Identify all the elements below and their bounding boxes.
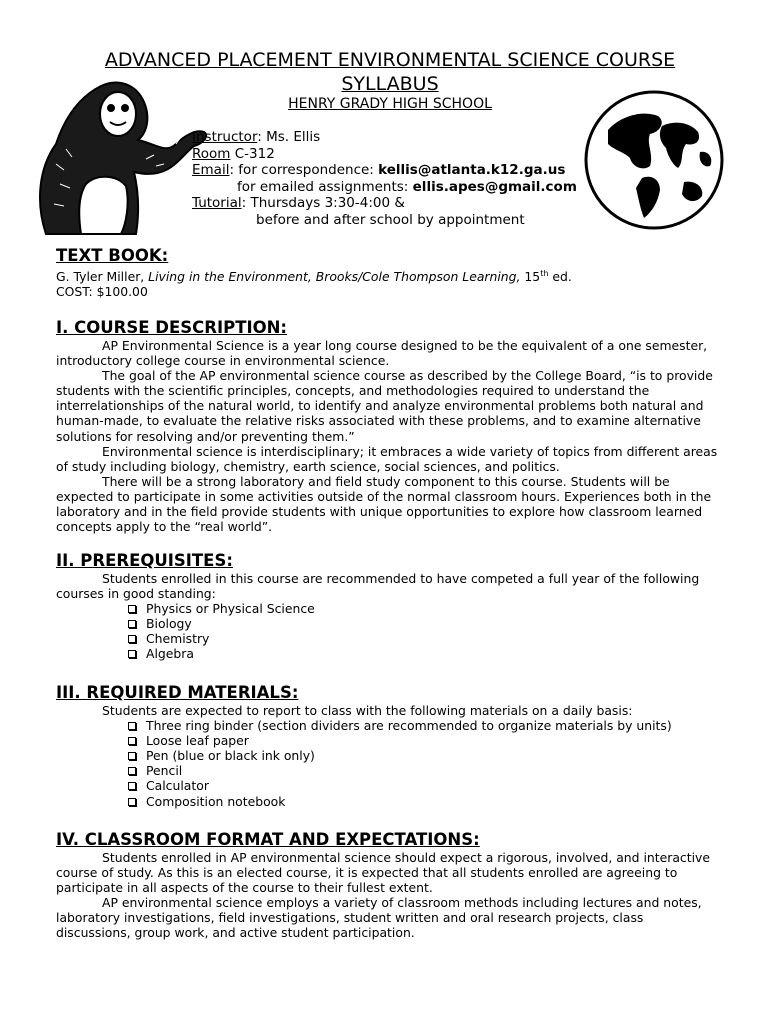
gorilla-illustration [26,74,216,244]
tutorial-extra: before and after school by appointment [256,211,525,228]
textbook-edition-num: 15 [520,269,541,285]
list-item: Pencil [124,763,721,778]
textbook-citation [56,266,721,284]
prerequisites-section [56,551,721,662]
prerequisites-heading: II. PREREQUISITES: [56,551,233,570]
textbook-section [56,246,721,299]
instructor-row [192,129,577,146]
course-description-paragraph: Environmental science is interdisciplinary; it embraces a wide variety of topics from different areas of study including biology, chemistry, earth science, social sciences, and politics. [56,443,718,474]
email-assignments[interactable]: ellis.apes@gmail.com [412,178,577,195]
course-description-paragraph: AP Environmental Science is a year long course designed to be the equivalent of a one semester, introductory college course in environmental science. [56,338,708,369]
title-line-1: ADVANCED PLACEMENT ENVIRONMENTAL SCIENCE COURSE [104,49,676,71]
textbook-edition-sup: th [540,269,549,278]
list-item: Physics or Physical Science [124,601,721,616]
room-value: C-312 [230,145,275,162]
list-item: Composition notebook [124,794,721,809]
list-item: Three ring binder (section dividers are recommended to organize materials by units) [124,718,721,733]
list-item: Calculator [124,778,721,793]
list-item: Algebra [124,646,721,661]
format-heading: IV. CLASSROOM FORMAT AND EXPECTATIONS: [56,830,480,849]
title-line-2: SYLLABUS [341,73,439,95]
email-row [192,162,577,179]
assignments-prefix: for emailed assignments: [237,178,413,195]
email-correspondence[interactable]: kellis@atlanta.k12.ga.us [378,162,566,179]
prerequisites-list [56,601,721,661]
prerequisites-intro: Students enrolled in this course are recommended to have competed a full year of the following courses in good standing: [56,571,700,602]
textbook-edition-rest: ed. [548,269,572,285]
list-item: Pen (blue or black ink only) [124,748,721,763]
instructor-label: Instructor [192,129,258,145]
format-paragraph: AP environmental science employs a variety of classroom methods including lectures and notes, laboratory investigations, field investigations, student written and oral research projects, class discussions, group work, and active student participation. [56,895,702,941]
room-row [192,146,577,163]
globe-illustration [580,86,730,234]
materials-intro: Students are expected to report to class with the following materials on a daily basis: [102,703,633,718]
instructor-value: : Ms. Ellis [257,129,321,145]
format-section [56,830,721,941]
materials-heading: III. REQUIRED MATERIALS: [56,683,299,702]
materials-list [56,718,721,809]
format-paragraph: Students enrolled in AP environmental science should expect a rigorous, involved, and interactive course of study. As this is an elected course, it is expected that all students enrolled are agreeing to participate in all aspects of the course to their fullest extent. [56,850,710,896]
textbook-cost: COST: $100.00 [56,284,148,300]
email-prefix: : for correspondence: [229,162,379,179]
room-label: Room [192,145,231,162]
tutorial-row [192,195,577,212]
school-name: HENRY GRADY HIGH SCHOOL [288,96,492,112]
list-item: Biology [124,616,721,631]
email-label: Email [192,162,230,179]
assignments-email-row [192,179,577,196]
textbook-author: G. Tyler Miller, [56,269,149,285]
textbook-heading: TEXT BOOK: [56,246,169,265]
course-description-section [56,318,721,534]
course-description-paragraph: There will be a strong laboratory and field study component to this course. Students will be expected to participate in some activities outside of the normal classroom hours. Experiences both in the laboratory and in the field provide students with unique opportunities to explore how classroom learned concepts apply to the “real world”. [56,473,712,535]
course-description-heading: I. COURSE DESCRIPTION: [56,318,288,337]
materials-section [56,683,721,809]
textbook-title: Living in the Environment, Brooks/Cole Thompson Learning, [148,269,521,285]
list-item: Chemistry [124,631,721,646]
course-description-paragraph: The goal of the AP environmental science course as described by the College Board, “is to provide students with the scientific principles, concepts, and methodologies required to understand the interrelationships of the natural world, to identify and analyze environmental problems both natural and human-made, to evaluate the relative risks associated with these problems, and to examine alternative solutions for resolving and/or preventing them.” [56,368,713,444]
tutorial-value: : Thursdays 3:30-4:00 & [241,195,405,212]
list-item: Loose leaf paper [124,733,721,748]
tutorial-label: Tutorial [192,195,242,212]
contact-info [192,129,577,229]
